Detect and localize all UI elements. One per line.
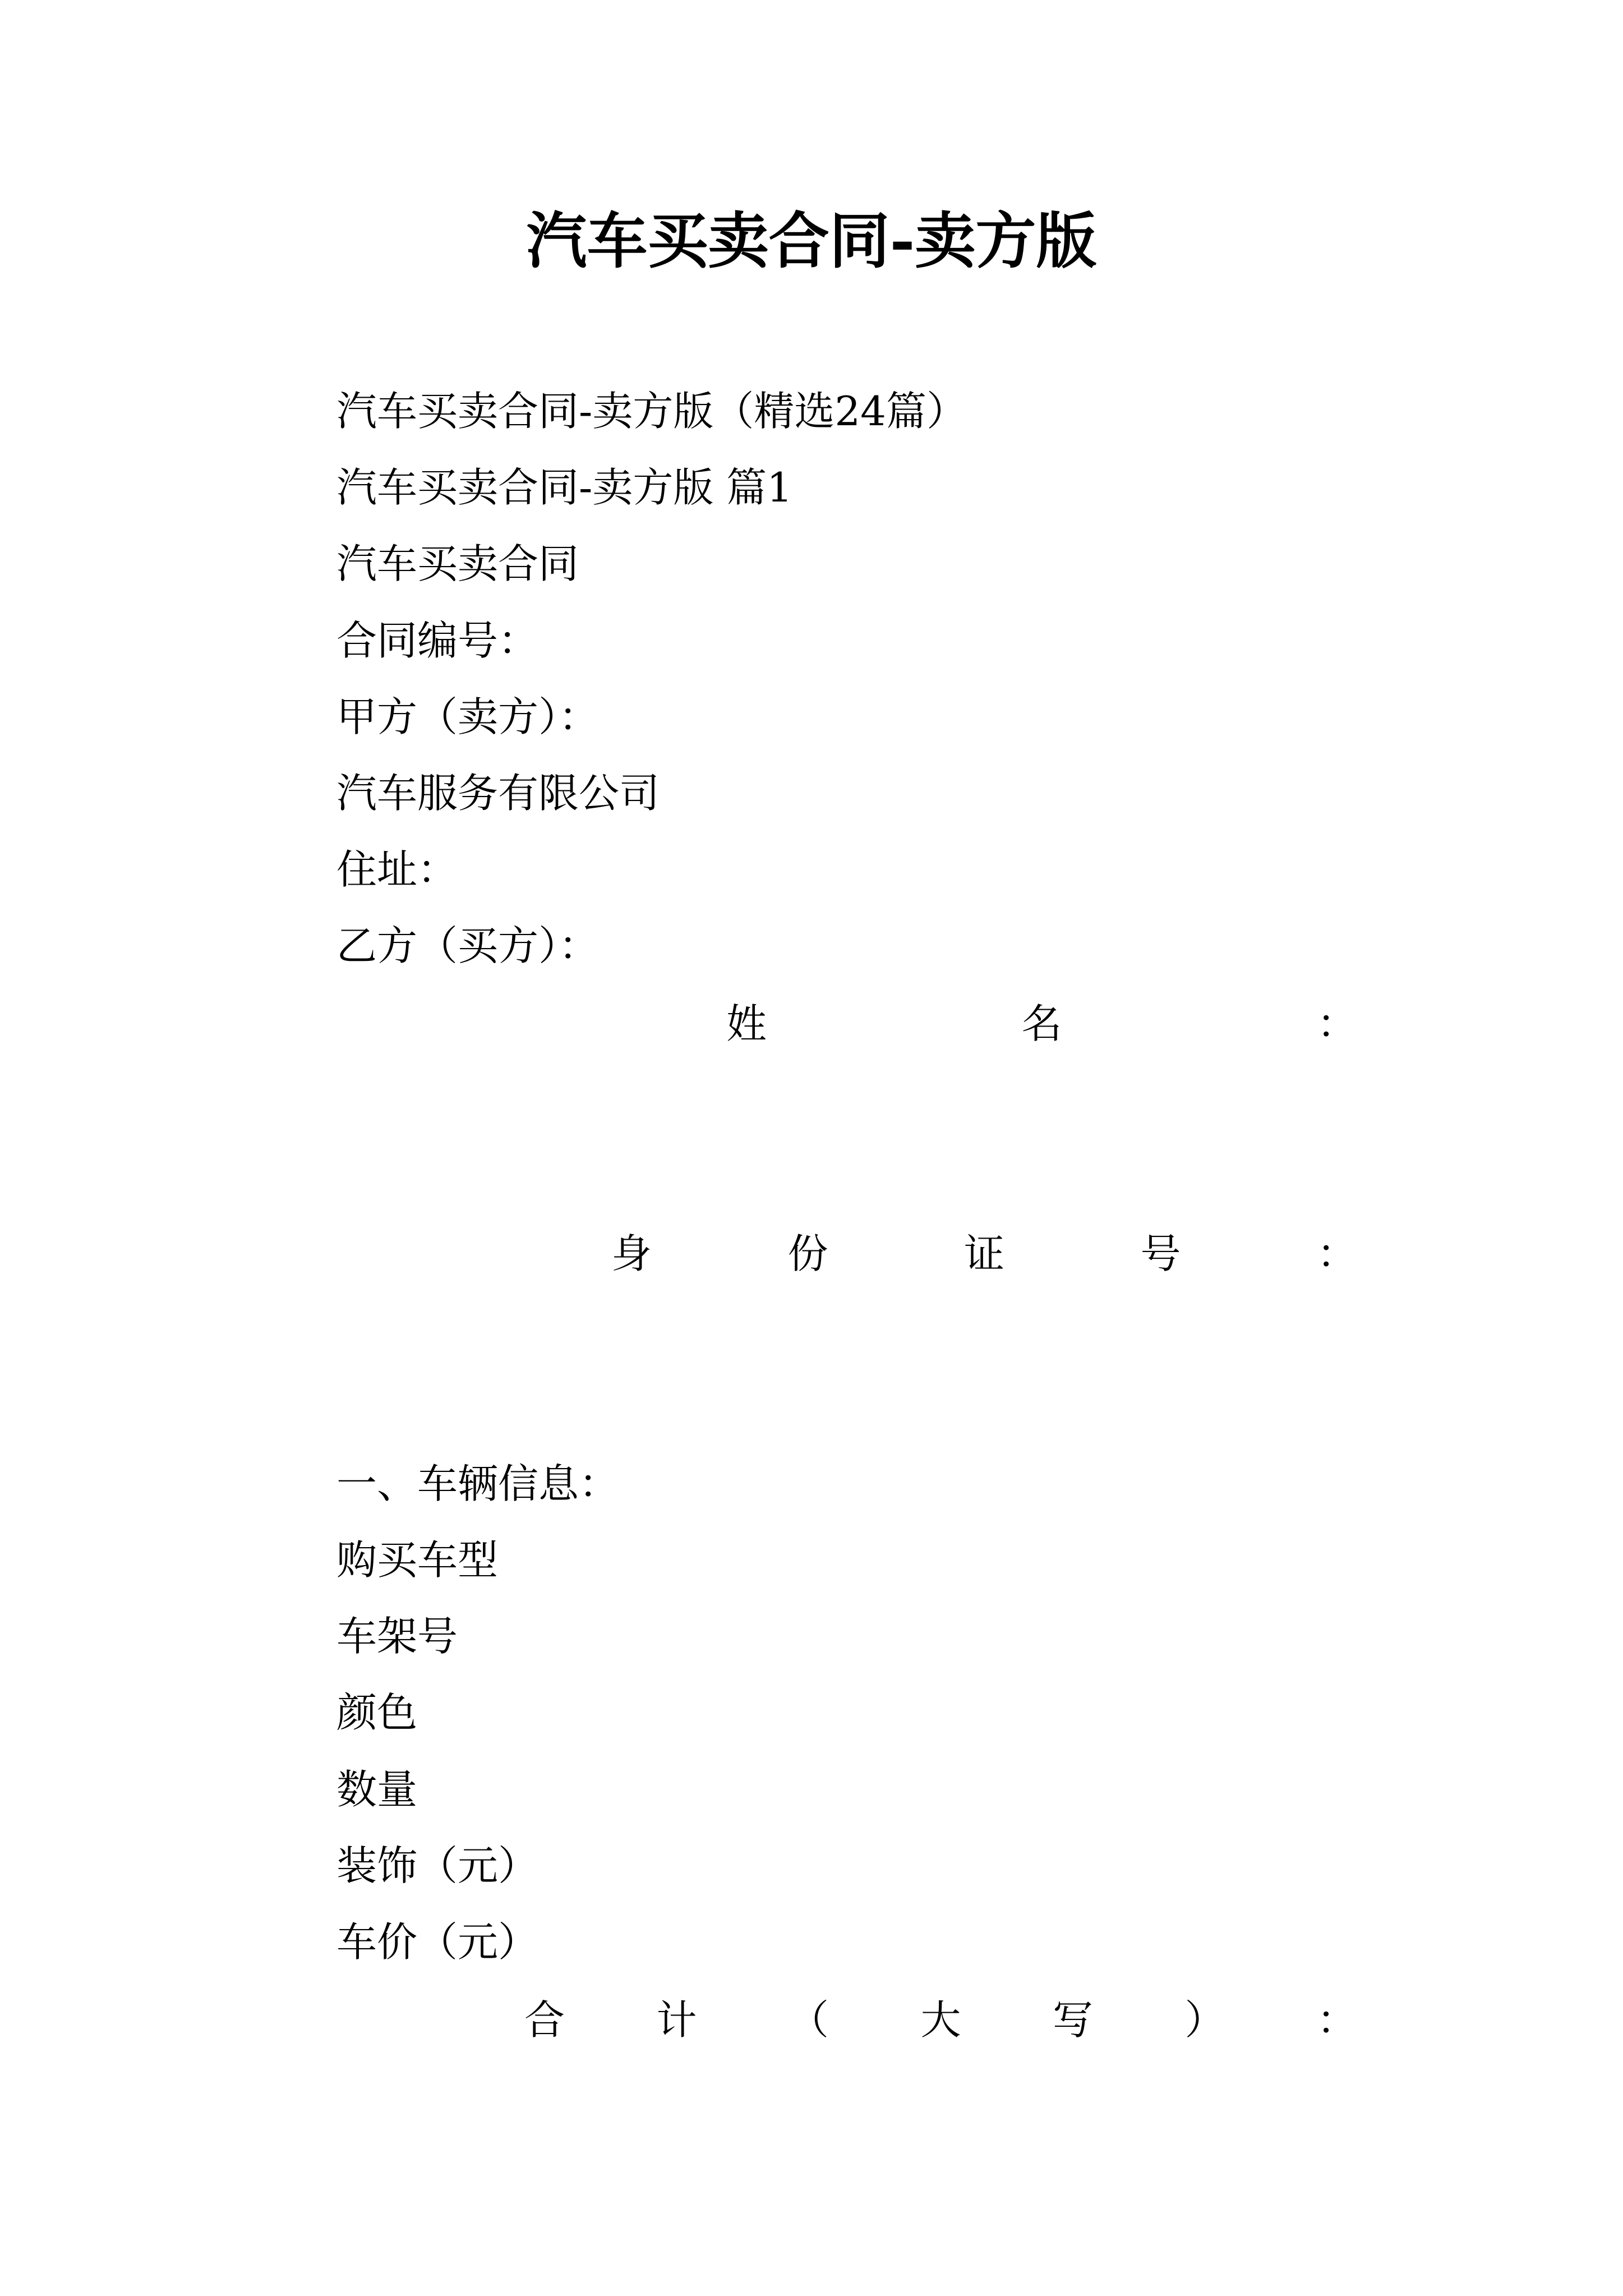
section-title: 汽车买卖合同-卖方版 篇1 [336, 464, 793, 511]
total-char-1: 合 [524, 1996, 565, 2044]
party-a-company: 汽车服务有限公司 [336, 770, 660, 817]
total-close-paren: ） [1184, 1996, 1225, 2044]
name-char-2: 名 [1021, 1000, 1062, 1047]
id-colon: ： [1316, 1230, 1357, 1277]
document-title: 汽车买卖合同-卖方版 [526, 206, 1097, 277]
party-b-label: 乙方（买方）： [336, 922, 600, 969]
contract-heading: 汽车买卖合同 [336, 540, 579, 587]
address-label: 住址： [336, 846, 458, 893]
vin-label: 车架号 [336, 1613, 458, 1660]
id-number-field-label [611, 1228, 1357, 1279]
name-field-label [726, 999, 1357, 1049]
color-label: 颜色 [336, 1689, 418, 1736]
vehicle-price-label: 车价（元） [336, 1918, 539, 1966]
vehicle-model-label: 购买车型 [336, 1536, 499, 1584]
total-colon: ： [1316, 1996, 1357, 2044]
total-capitalized-label [524, 1995, 1357, 2045]
contract-number-label: 合同编号： [336, 617, 539, 664]
party-a-label: 甲方（卖方）： [336, 693, 600, 740]
name-char-1: 姓 [726, 1000, 767, 1047]
id-char-2: 份 [787, 1230, 828, 1277]
total-char-2: 计 [656, 1996, 697, 2044]
quantity-label: 数量 [336, 1766, 418, 1813]
total-open-paren: （ [788, 1996, 829, 2044]
id-char-3: 证 [963, 1230, 1004, 1277]
name-colon: ： [1316, 1000, 1357, 1047]
total-char-3: 大 [920, 1996, 961, 2044]
id-char-4: 号 [1140, 1230, 1181, 1277]
doc-subtitle: 汽车买卖合同-卖方版（精选24篇） [336, 388, 967, 435]
decoration-price-label: 装饰（元） [336, 1842, 539, 1889]
section-heading-vehicle-info: 一、车辆信息： [336, 1460, 620, 1507]
id-char-1: 身 [611, 1230, 652, 1277]
total-char-4: 写 [1052, 1996, 1093, 2044]
